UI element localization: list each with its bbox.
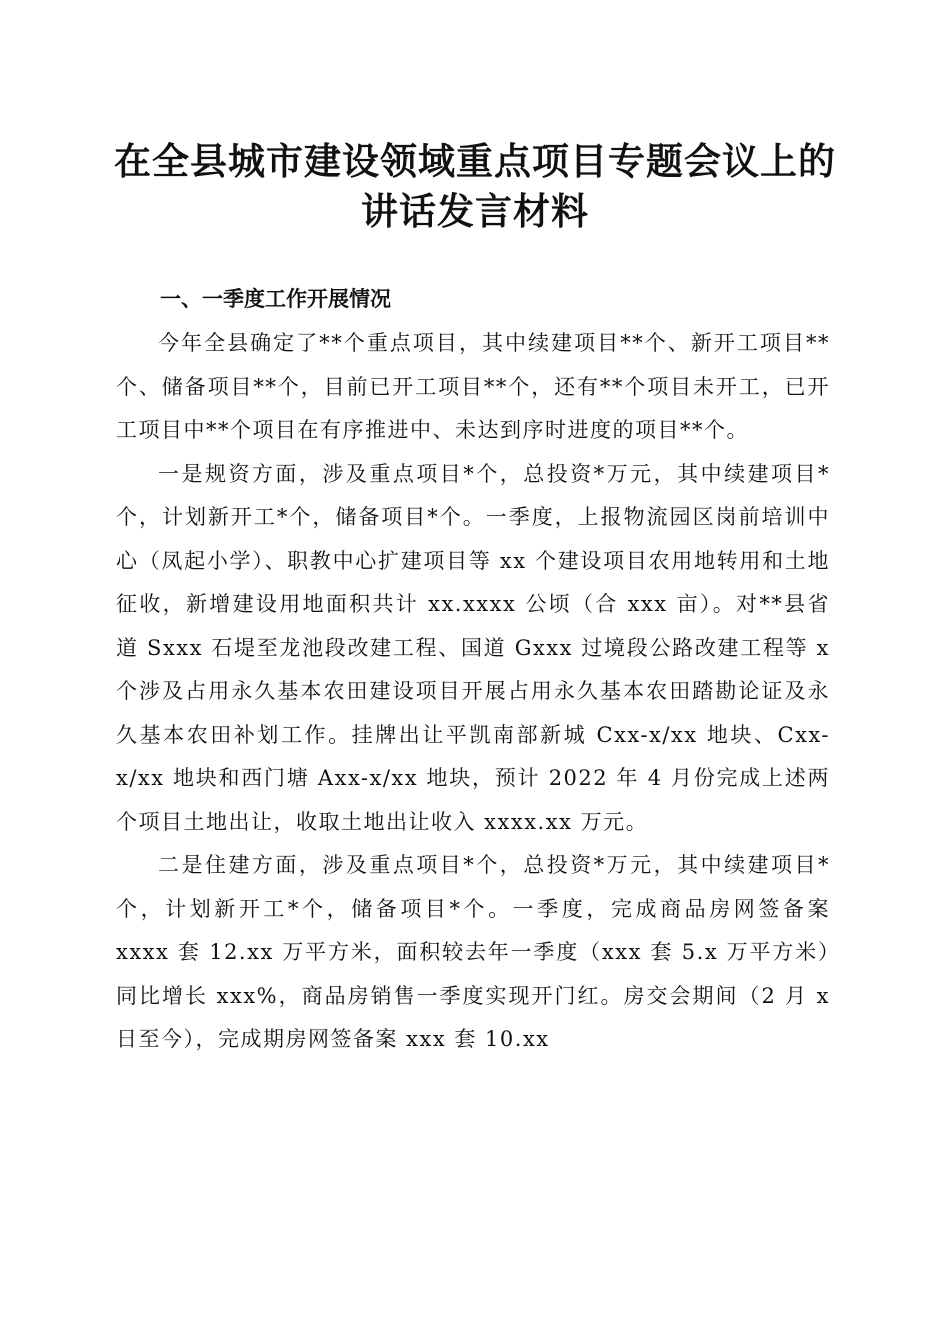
document-title: 在全县城市建设领域重点项目专题会议上的讲话发言材料 xyxy=(114,139,836,233)
paragraph-planning-resources: 一是规资方面，涉及重点项目*个，总投资*万元，其中续建项目*个，计划新开工*个，储备项目*个。一季度，上报物流园区岗前培训中心（凤起小学）、职教中心扩建项目等 xx 个建设项目农用地转用和土地征收，新增建设用地面积共计 xx.xxxx 公顷（合 xxx 亩）。对**县省道 Sxxx 石堤至龙池段改建工程、国道 Gxxx 过境段公路改建工程等 x 个涉及占用永久基本农田建设项目开展占用永久基本农田踏勘论证及永久基本农田补划工作。挂牌出让平凯南部新城 Cxx-x/xx 地块、Cxx-x/xx 地块和西门塘 Axx-x/xx 地块，预计 2022 年 4 月份完成上述两个项目土地出让，收取土地出让收入 xxxx.xx 万元。 xyxy=(116,461,830,834)
paragraph-overview: 今年全县确定了**个重点项目，其中续建项目**个、新开工项目**个、储备项目**个，目前已开工项目**个，还有**个项目未开工，已开工项目中**个项目在有序推进中、未达到序时进度的项目**个。 xyxy=(116,331,830,442)
document-body xyxy=(116,322,830,1062)
section-heading: 一、一季度工作开展情况 xyxy=(160,287,391,311)
paragraph-housing-construction: 二是住建方面，涉及重点项目*个，总投资*万元，其中续建项目*个，计划新开工*个，储备项目*个。一季度，完成商品房网签备案 xxxx 套 12.xx 万平方米，面积较去年一季度（xxx 套 5.x 万平方米）同比增长 xxx%，商品房销售一季度实现开门红。房交会期间（2 月 x 日至今），完成期房网签备案 xxx 套 10.xx xyxy=(116,853,830,1051)
